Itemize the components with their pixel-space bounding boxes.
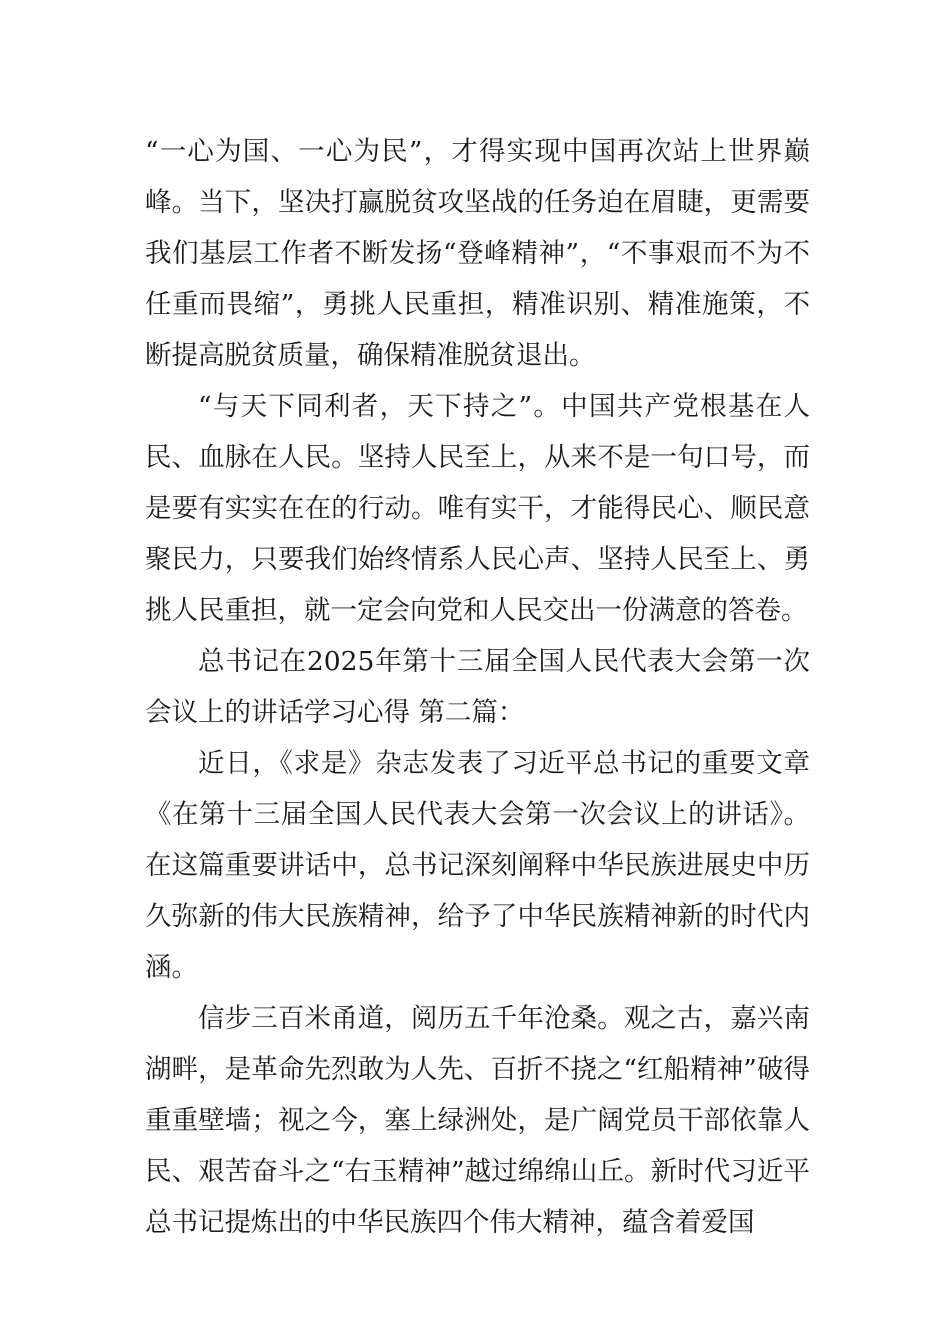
paragraph-2: “与天下同利者，天下持之”。中国共产党根基在人民、血脉在人民。坚持人民至上，从来不是一句口号，而是要有实实在在的行动。唯有实干，才能得民心、顺民意聚民力，只要我们始终情系人民心声、坚持人民至上、勇挑人民重担，就一定会向党和人民交出一份满意的答卷。 [145, 391, 810, 626]
paragraph-5: 信步三百米甬道，阅历五千年沧桑。观之古，嘉兴南湖畔，是革命先烈敢为人先、百折不挠之“红船精神”破得重重壁墙；视之今，塞上绿洲处，是广阔党员干部依靠人民、艰苦奋斗之“右玉精神”越过绵绵山丘。新时代习近平总书记提炼出的中华民族四个伟大精神，蕴含着爱国 [145, 1003, 810, 1238]
paragraph-1: “一心为国、一心为民”，才得实现中国再次站上世界巅峰。当下，坚决打赢脱贫攻坚战的任务迫在眉睫，更需要我们基层工作者不断发扬“登峰精神”，“不事艰而不为不任重而畏缩”，勇挑人民重担，精准识别、精准施策，不断提高脱贫质量，确保精准脱贫退出。 [145, 136, 810, 371]
paragraph-4: 近日，《求是》杂志发表了习近平总书记的重要文章《在第十三届全国人民代表大会第一次会议上的讲话》。在这篇重要讲话中，总书记深刻阐释中华民族进展史中历久弥新的伟大民族精神，给予了中华民族精神新的时代内涵。 [145, 748, 810, 983]
section-heading-paragraph: 总书记在2025年第十三届全国人民代表大会第一次会议上的讲话学习心得 第二篇： [145, 646, 810, 728]
document-body [145, 126, 810, 1248]
